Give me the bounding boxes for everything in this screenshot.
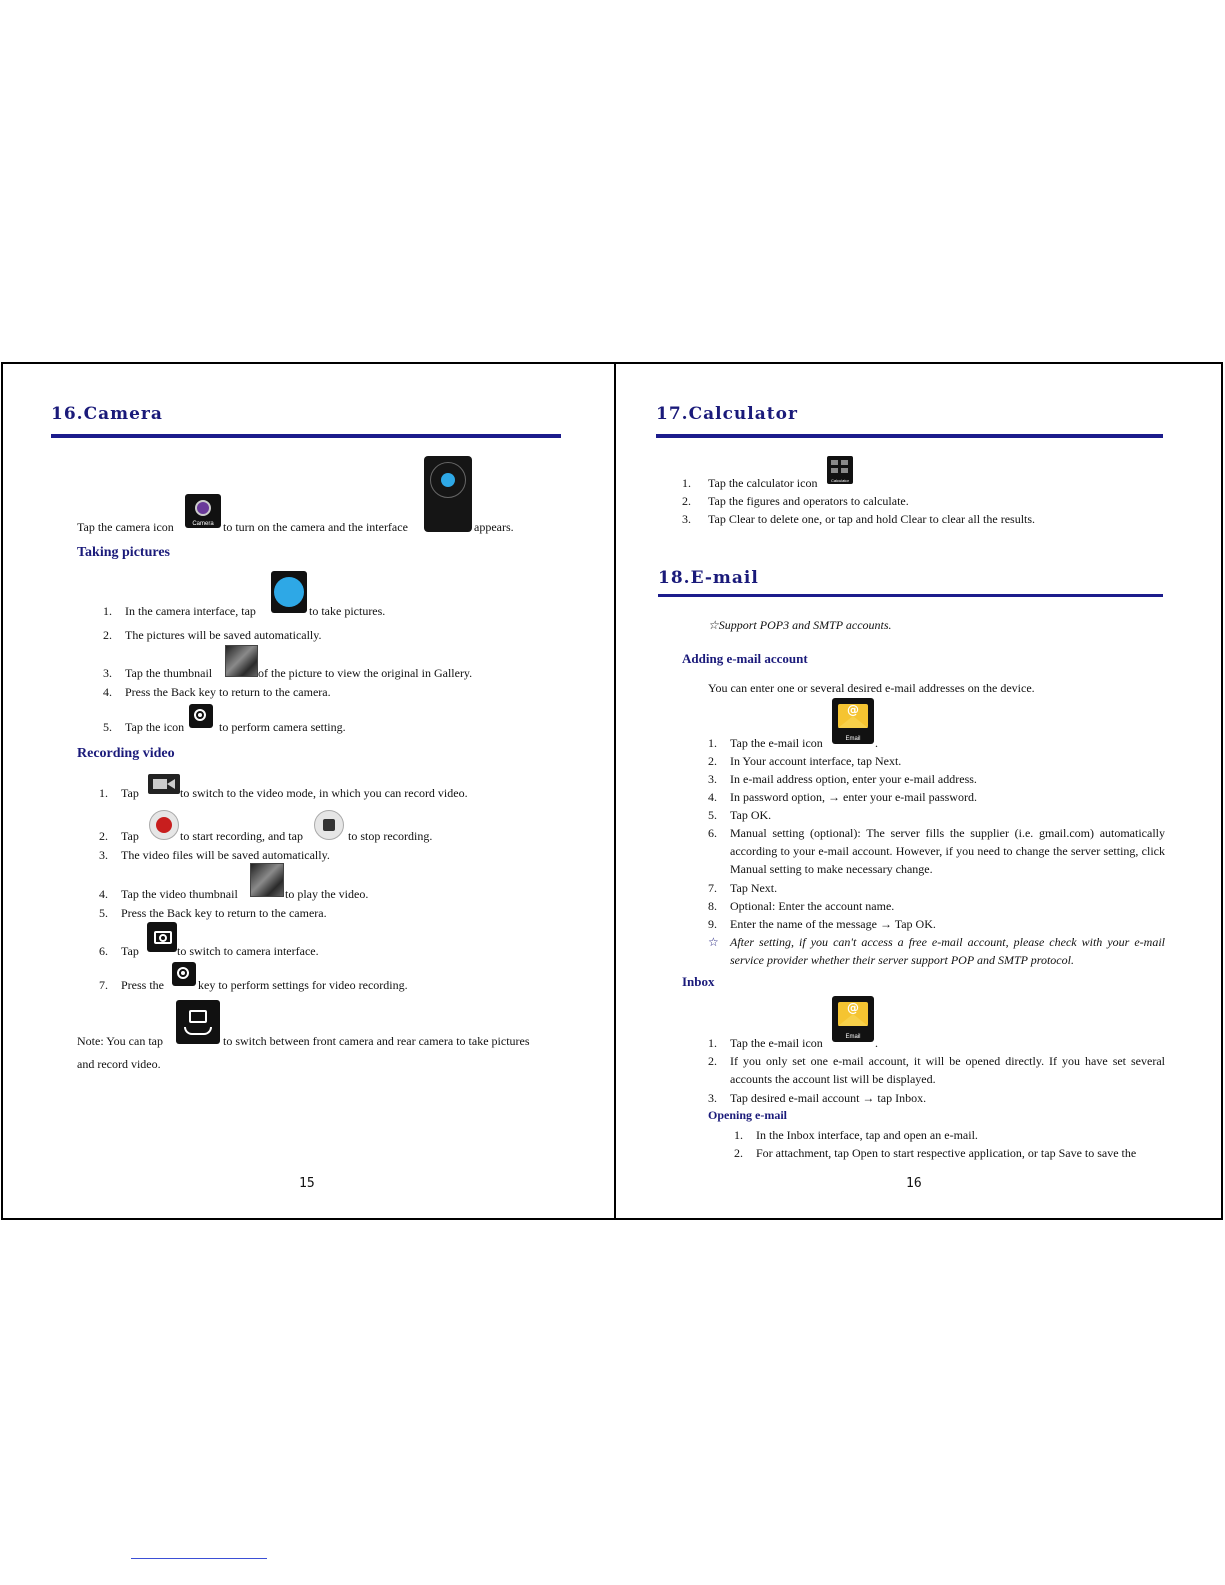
item-number: 4.: [99, 887, 108, 901]
item-number: 4.: [708, 790, 717, 804]
item-number: 5.: [708, 808, 717, 822]
title-rule: [51, 434, 561, 438]
list-item-text: Tap the icon: [125, 720, 185, 734]
item-number: 2.: [103, 628, 112, 642]
page-number: 16: [906, 1176, 922, 1191]
list-item-text: Tap the calculator icon: [708, 476, 818, 490]
list-item-text: to start recording, and tap: [180, 829, 303, 843]
camera-interface-thumbnail: [424, 456, 472, 532]
item-number: 1.: [708, 736, 717, 750]
item-number: 2.: [708, 754, 717, 768]
taking-pictures-heading: Taking pictures: [77, 545, 170, 560]
list-item-text: .: [875, 736, 878, 750]
item-number: 4.: [103, 685, 112, 699]
manual-spread: [1, 362, 1223, 1220]
item-number: 3.: [708, 772, 717, 786]
stop-button-icon: [314, 810, 344, 840]
item-number: 1.: [103, 604, 112, 618]
list-item-text: In password option, → enter your e-mail password.: [730, 790, 977, 804]
list-item-text: of the picture to view the original in Gallery.: [258, 666, 473, 680]
list-item-text: to stop recording.: [348, 829, 433, 843]
camera-switch-icon: [147, 922, 177, 952]
list-item-text: to perform camera setting.: [219, 720, 346, 734]
note-text: and record video.: [77, 1057, 161, 1071]
item-number: 1.: [734, 1128, 743, 1142]
list-item-text: Tap: [121, 786, 139, 800]
item-number: 2.: [708, 1054, 717, 1068]
list-item-text: Tap Clear to delete one, or tap and hold Clear to clear all the results.: [708, 512, 1036, 526]
item-number: 9.: [708, 917, 717, 931]
list-item-text: key to perform settings for video recording.: [198, 978, 408, 992]
email-app-icon: @ Email: [832, 996, 874, 1042]
item-number: 3.: [103, 666, 112, 680]
star-note: After setting, if you can't access a free e-mail account, please check with your e-mail service provider whether their server support POP and SMTP protocol.: [730, 935, 1165, 967]
list-item-text: Tap the e-mail icon: [730, 1036, 823, 1050]
shutter-button-icon: [271, 571, 307, 613]
list-item-text: For attachment, tap Open to start respective application, or tap Save to save the: [756, 1146, 1137, 1160]
list-item-text: Optional: Enter the account name.: [730, 899, 895, 913]
item-number: 7.: [708, 881, 717, 895]
video-mode-icon: [148, 774, 180, 794]
item-number: 2.: [682, 494, 691, 508]
list-item-text: to play the video.: [285, 887, 369, 901]
list-item-text: Press the Back key to return to the camera.: [125, 685, 331, 699]
item-number: 2.: [734, 1146, 743, 1160]
list-item-text: The pictures will be saved automatically.: [125, 628, 322, 642]
item-number: 2.: [99, 829, 108, 843]
adding-account-heading: Adding e-mail account: [682, 651, 808, 666]
list-item-text: Manual setting (optional): The server fills the supplier (i.e. gmail.com) automatically according to your e-mail account. However, if you need to change the server setting, click Manual setting to make necessary change.: [730, 826, 1165, 876]
opening-email-heading: Opening e-mail: [708, 1108, 788, 1122]
list-item-text: Tap: [121, 829, 139, 843]
page-number: 15: [299, 1176, 315, 1191]
list-item-text: .: [875, 1036, 878, 1050]
page-16: [616, 364, 1223, 1218]
title-rule: [656, 434, 1163, 438]
item-number: 5.: [99, 906, 108, 920]
list-item-text: Tap the thumbnail: [125, 666, 213, 680]
calculator-icon: Calculator: [827, 456, 853, 484]
camera-app-icon: Camera: [185, 494, 221, 528]
video-thumbnail-icon: [250, 863, 284, 897]
item-number: 1.: [99, 786, 108, 800]
item-number: 3.: [99, 848, 108, 862]
page-15: [3, 364, 614, 1218]
item-number: 5.: [103, 720, 112, 734]
list-item-text: In the Inbox interface, tap and open an e-mail.: [756, 1128, 978, 1142]
inbox-heading: Inbox: [682, 974, 715, 989]
item-number: 3.: [708, 1091, 717, 1105]
email-title: 18.E-mail: [658, 568, 759, 588]
list-item-text: In e-mail address option, enter your e-mail address.: [730, 772, 977, 786]
list-item-text: Enter the name of the message → Tap OK.: [730, 917, 936, 931]
item-number: 3.: [682, 512, 691, 526]
item-number: 1.: [708, 1036, 717, 1050]
note-text: Note: You can tap: [77, 1034, 163, 1048]
list-item-text: to switch to the video mode, in which you can record video.: [180, 786, 468, 800]
recording-video-heading: Recording video: [77, 746, 175, 761]
list-item-text: Tap Next.: [730, 881, 778, 895]
list-item-text: Tap the video thumbnail: [121, 887, 238, 901]
item-number: 6.: [708, 826, 717, 840]
bottom-link-underline: [131, 1558, 267, 1559]
adding-intro: You can enter one or several desired e-mail addresses on the device.: [708, 681, 1035, 695]
list-item-text: Press the: [121, 978, 164, 992]
item-number: 8.: [708, 899, 717, 913]
support-note: ☆Support POP3 and SMTP accounts.: [708, 618, 892, 632]
list-item-text: The video files will be saved automatically.: [121, 848, 330, 862]
item-number: 7.: [99, 978, 108, 992]
note-text: to switch between front camera and rear camera to take pictures: [223, 1034, 530, 1048]
camera-title: 16.Camera: [51, 404, 163, 424]
video-settings-gear-icon: [172, 962, 196, 986]
star-icon: ☆: [708, 935, 719, 949]
item-number: 6.: [99, 944, 108, 958]
front-rear-switch-icon: [176, 1000, 220, 1044]
list-item-text: If you only set one e-mail account, it will be opened directly. If you have set several accounts the account list will be displayed.: [730, 1054, 1165, 1086]
title-rule: [658, 594, 1163, 597]
photo-thumbnail-icon: [225, 645, 258, 677]
list-item-text: Tap the figures and operators to calculate.: [708, 494, 909, 508]
intro-text-middle: to turn on the camera and the interface: [223, 520, 408, 534]
calculator-title: 17.Calculator: [656, 404, 798, 424]
list-item-text: Press the Back key to return to the camera.: [121, 906, 327, 920]
list-item-text: In the camera interface, tap: [125, 604, 256, 618]
settings-gear-icon: [189, 704, 213, 728]
item-number: 1.: [682, 476, 691, 490]
list-item-text: In Your account interface, tap Next.: [730, 754, 902, 768]
list-item-text: Tap OK.: [730, 808, 772, 822]
list-item-text: to switch to camera interface.: [177, 944, 319, 958]
list-item-text: to take pictures.: [309, 604, 386, 618]
intro-text-start: Tap the camera icon: [77, 520, 174, 534]
list-item-text: Tap desired e-mail account → tap Inbox.: [730, 1091, 927, 1105]
record-button-icon: [149, 810, 179, 840]
list-item-text: Tap: [121, 944, 139, 958]
intro-text-end: appears.: [474, 520, 514, 534]
list-item-text: Tap the e-mail icon: [730, 736, 823, 750]
email-app-icon: @ Email: [832, 698, 874, 744]
